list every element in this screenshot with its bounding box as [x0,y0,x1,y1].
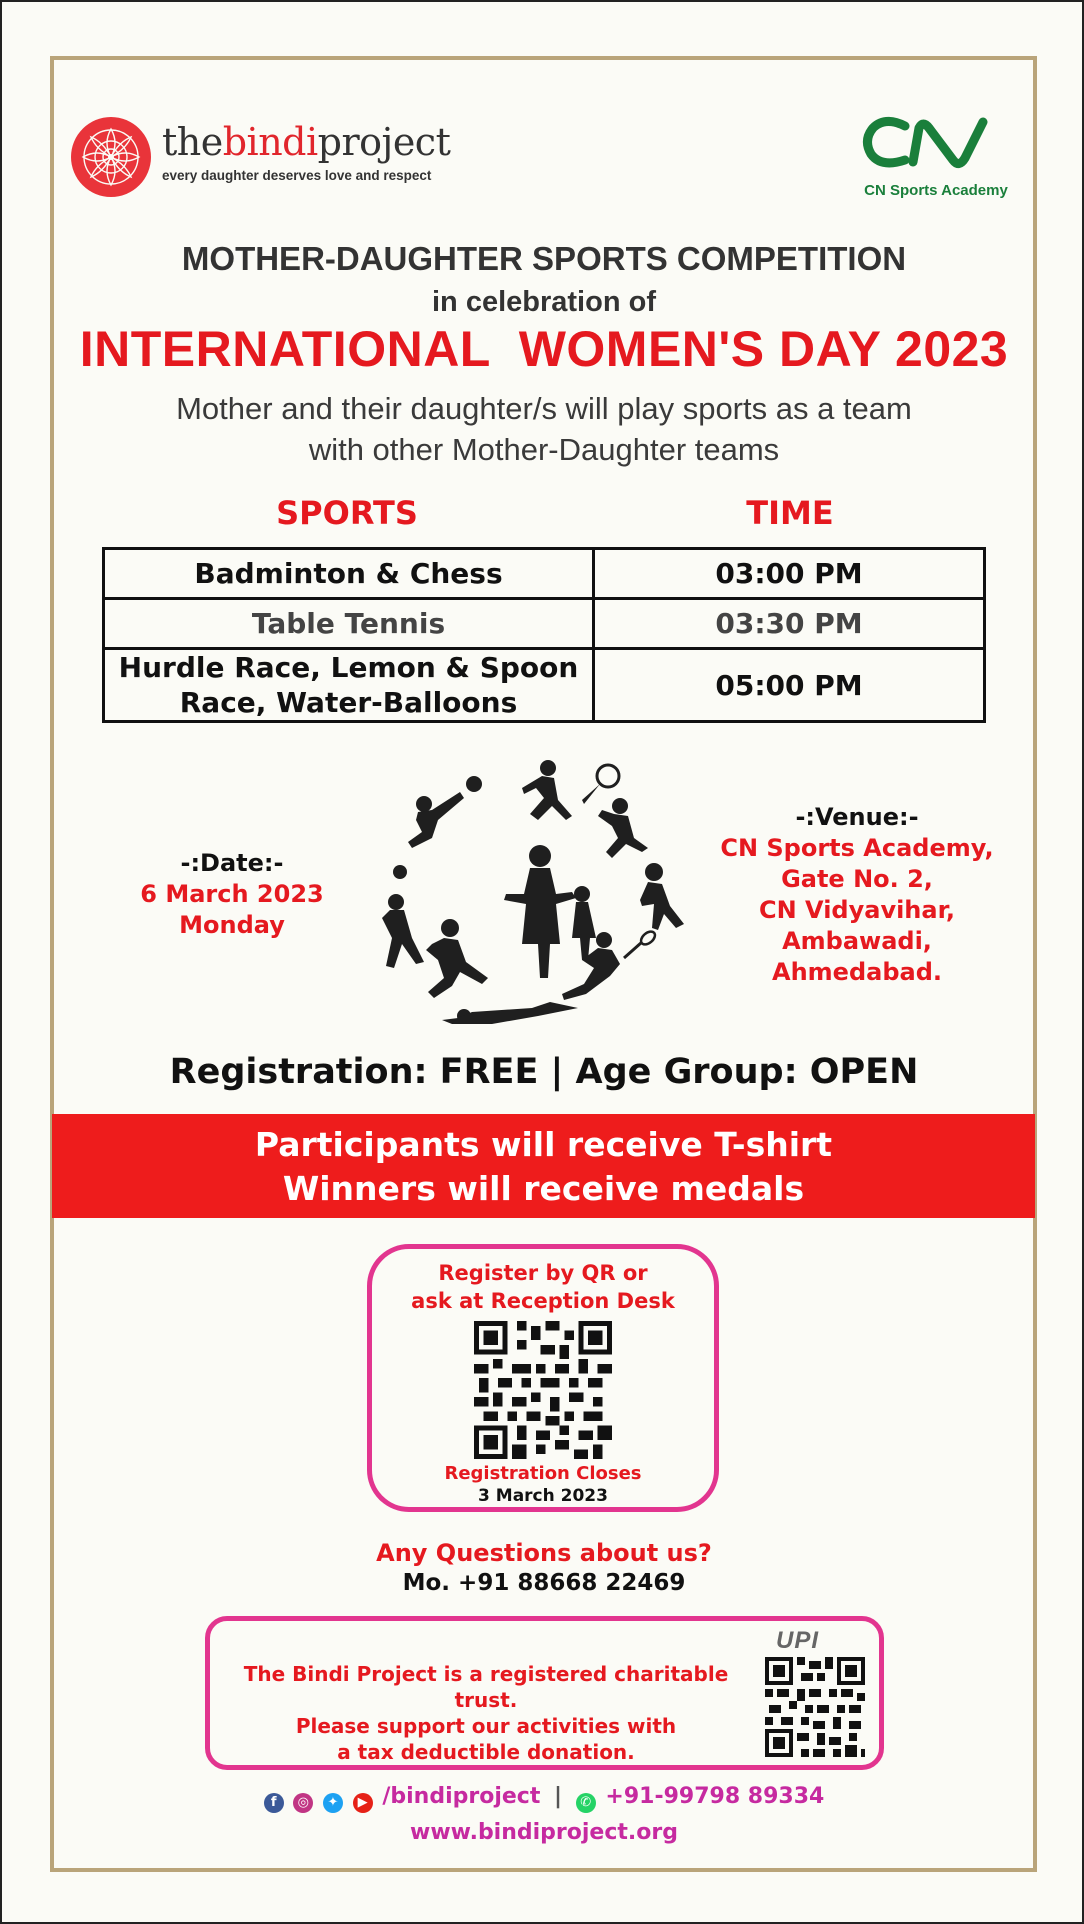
qr-instructions-line-1: Register by QR or [438,1261,648,1285]
event-headline: INTERNATIONAL WOMEN'S DAY 2023 [79,321,1009,377]
mandala-logo-icon [70,116,152,198]
table-row [104,599,985,649]
sport-cell: Badminton & Chess [104,549,594,599]
bindi-project-logo [70,114,450,200]
description-line-2: with other Mother-Daughter teams [308,432,780,467]
facebook-icon[interactable]: f [264,1793,284,1813]
sport-cell-line-1: Hurdle Race, Lemon & Spoon [118,651,579,684]
sports-column-header: SPORTS [276,494,418,532]
cn-academy-name: CN Sports Academy [864,182,1008,199]
prizes-banner [52,1114,1035,1218]
venue-line: CN Sports Academy, [720,834,994,862]
qr-instructions [372,1259,714,1315]
sport-cell: Table Tennis [104,599,594,649]
bindi-tagline: every daughter deserves love and respect [162,168,432,183]
donation-line-3: a tax deductible donation. [337,1740,635,1764]
time-cell: 05:00 PM [594,649,985,722]
date-label: -:Date:- [180,849,284,877]
ball-icon [466,776,482,792]
whatsapp-number[interactable]: +91-99798 89334 [605,1784,825,1809]
racket-icon [597,765,619,787]
qr-instructions-line-2: ask at Reception Desk [411,1289,675,1313]
venue-block [702,802,1012,988]
table-row [104,649,985,722]
sport-cell-line-2: Race, Water-Balloons [179,686,518,719]
bindi-wordmark: thebindiproject [162,120,451,164]
upi-logo: UPI [776,1627,820,1654]
venue-line: Gate No. 2, [781,865,933,893]
whatsapp-icon[interactable]: ✆ [576,1793,596,1813]
date-block [112,848,352,941]
venue-line: CN Vidyavihar, [758,896,956,924]
instagram-icon[interactable]: ◎ [293,1793,313,1813]
contact-phone[interactable]: Mo. +91 88668 22469 [402,1570,686,1596]
youtube-icon[interactable]: ▶ [353,1793,373,1813]
questions-heading: Any Questions about us? [376,1539,712,1567]
cn-monogram-icon [861,112,1011,178]
donation-line-1: The Bindi Project is a registered charitable trust. [243,1662,729,1712]
venue-label: -:Venue:- [795,803,919,831]
schedule-table [102,547,986,723]
competition-title: MOTHER-DAUGHTER SPORTS COMPETITION [181,240,907,277]
social-handle[interactable]: /bindiproject [382,1784,541,1809]
donation-line-2: Please support our activities with [295,1714,677,1738]
description-line-1: Mother and their daughter/s will play sports as a team [176,391,912,426]
banner-line-2: Winners will receive medals [282,1169,805,1208]
time-column-header: TIME [746,494,834,532]
social-links [2,1784,1084,1813]
date-value: 6 March 2023 [140,880,324,908]
time-cell: 03:00 PM [594,549,985,599]
cn-sports-academy-logo [850,112,1022,208]
event-description [2,388,1084,470]
upi-qr-code-icon[interactable] [765,1657,865,1757]
venue-line: Ambawadi, [782,927,932,955]
divider: | [554,1784,563,1809]
website-link[interactable]: www.bindiproject.org [410,1820,678,1845]
sport-cell [104,649,594,722]
registration-closes-date: 3 March 2023 [478,1486,608,1506]
registration-closes-label: Registration Closes [444,1463,642,1484]
registration-info: Registration: FREE | Age Group: OPEN [169,1052,919,1092]
sports-silhouettes-illustration [372,754,712,1039]
venue-line: Ahmedabad. [772,958,942,986]
table-row [104,549,985,599]
celebration-subtitle: in celebration of [432,286,656,318]
registration-qr-box [367,1244,719,1512]
twitter-icon[interactable]: ✦ [323,1793,343,1813]
registration-qr-code-icon[interactable] [474,1321,612,1459]
donation-box [205,1616,884,1770]
date-day: Monday [179,911,285,939]
donation-message [216,1661,756,1765]
banner-line-1: Participants will receive T-shirt [254,1125,833,1164]
time-cell: 03:30 PM [594,599,985,649]
